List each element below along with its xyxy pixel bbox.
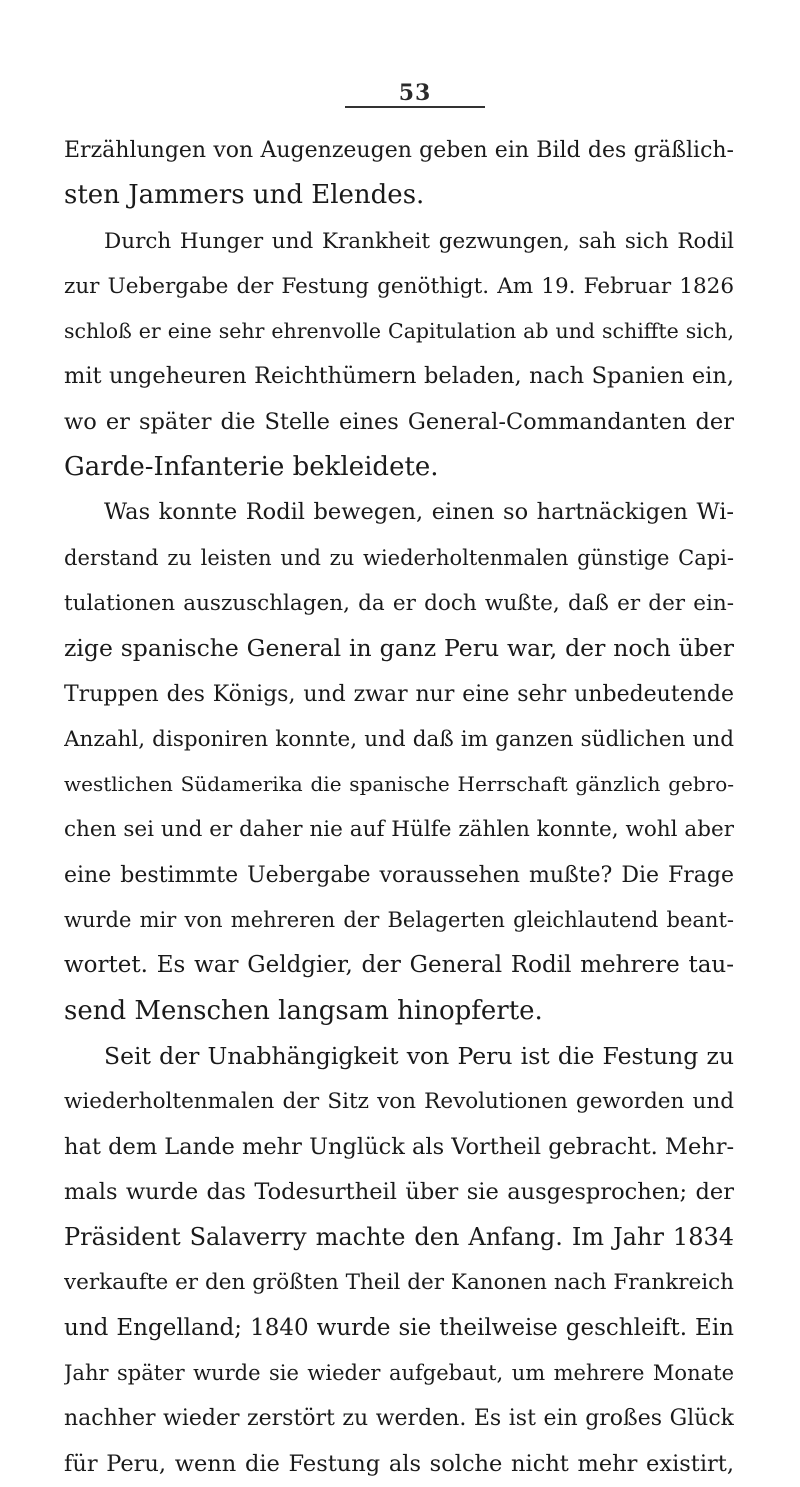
text-line: Was konnte Rodil bewegen, einen so hartnäckigen Wi- <box>104 499 734 526</box>
text-line: chen sei und er daher nie auf Hülfe zählen konnte, wohl aber <box>64 817 734 843</box>
text-line: Jahr später wurde sie wieder aufgebaut, um mehrere Monate <box>64 1361 734 1386</box>
text-line: wortet. Es war Geldgier, der General Rodil mehrere tau- <box>64 952 734 979</box>
text-line: mals wurde das Todesurtheil über sie ausgesprochen; der <box>64 1178 734 1205</box>
text-line: Truppen des Königs, und zwar nur eine sehr unbedeutende <box>64 681 734 707</box>
text-line: send Menschen langsam hinopferte. <box>64 995 543 1026</box>
text-line: schloß er eine sehr ehrenvolle Capitulation ab und schiffte sich, <box>64 319 734 344</box>
text-line: wo er später die Stelle eines General-Commandanten der <box>64 408 734 435</box>
text-line: derstand zu leisten und zu wiederholtenmalen günstige Capi- <box>64 545 734 570</box>
text-line: Anzahl, disponiren konnte, und daß im ganzen südlichen und <box>64 726 734 752</box>
text-line: hat dem Lande mehr Unglück als Vortheil gebracht. Mehr- <box>64 1133 734 1160</box>
text-line: wiederholtenmalen der Sitz von Revolutionen geworden und <box>64 1089 734 1115</box>
text-line: Präsident Salaverry machte den Anfang. Im Jahr 1834 <box>64 1223 734 1252</box>
text-line: westlichen Südamerika die spanische Herrschaft gänzlich gebro- <box>64 772 734 797</box>
text-line: Erzählungen von Augenzeugen geben ein Bild des gräßlich- <box>64 138 734 163</box>
text-line: sten Jammers und Elendes. <box>64 180 425 211</box>
text-line: Durch Hunger und Krankheit gezwungen, sah sich Rodil <box>104 228 734 254</box>
text-line: und Engelland; 1840 wurde sie theilweise geschleift. Ein <box>64 1314 734 1341</box>
text-line: zige spanische General in ganz Peru war, der noch über <box>64 634 734 663</box>
text-line: eine bestimmte Uebergabe voraussehen mußte? Die Frage <box>64 862 734 888</box>
text-line: tulationen auszuschlagen, da er doch wußte, daß er der ein- <box>64 590 734 616</box>
body-text <box>64 128 734 1487</box>
text-line: Seit der Unabhängigkeit von Peru ist die Festung zu <box>104 1041 734 1070</box>
text-line: Garde-Infanterie bekleidete. <box>64 452 439 483</box>
page-number: 53 <box>398 80 432 106</box>
text-line: nachher wieder zerstört zu werden. Es ist ein großes Glück <box>64 1406 734 1432</box>
header-rule <box>345 106 485 108</box>
text-line: für Peru, wenn die Festung als solche nicht mehr existirt, <box>64 1450 734 1477</box>
text-line: wurde mir von mehreren der Belagerten gleichlautend beant- <box>64 908 734 933</box>
text-line: verkaufte er den größten Theil der Kanonen nach Frankreich <box>64 1270 734 1296</box>
text-line: mit ungeheuren Reichthümern beladen, nach Spanien ein, <box>64 363 734 390</box>
text-line: zur Uebergabe der Festung genöthigt. Am 19. Februar 1826 <box>64 273 734 299</box>
